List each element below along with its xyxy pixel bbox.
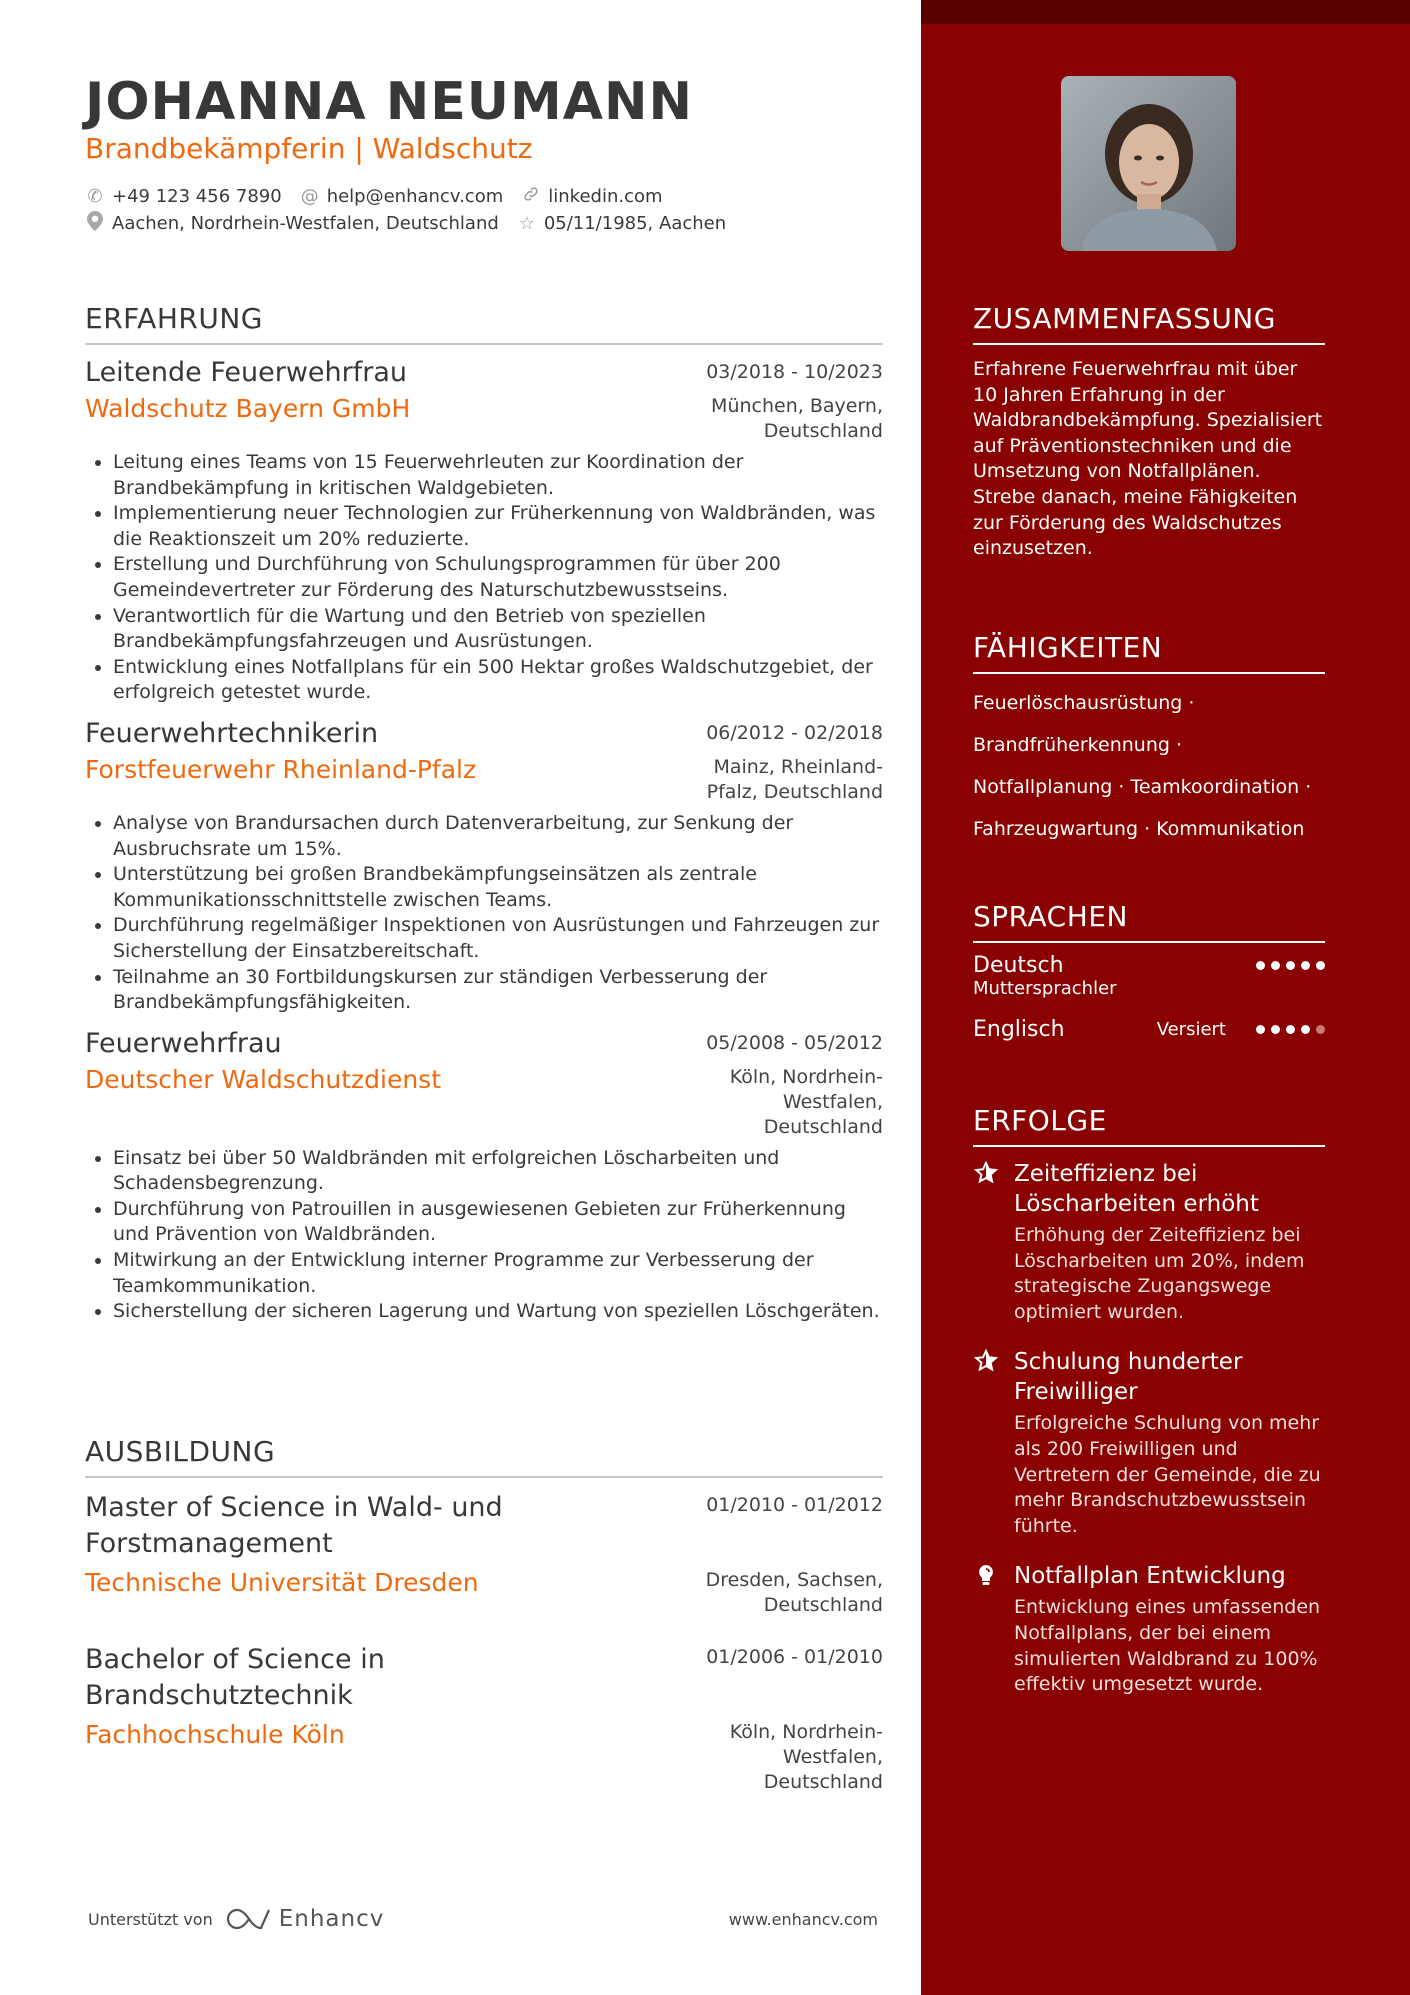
star-icon — [973, 1161, 999, 1187]
skill-row: Notfallplanung · Teamkoordination · — [973, 776, 1312, 798]
language-item — [973, 1017, 1325, 1042]
language-level: Muttersprachler — [973, 978, 1117, 999]
summary-heading: ZUSAMMENFASSUNG — [973, 302, 1325, 345]
achievements-list — [973, 1159, 1325, 1698]
edu-location-line: Dresden, Sachsen, — [705, 1569, 883, 1591]
bullet: • Implementierung neuer Technologien zur Früherkennung von Waldbränden, was die Reaktionszeit um 20% reduzierte. — [113, 501, 883, 552]
languages-section — [973, 900, 1325, 1042]
job-location-line: München, Bayern, — [711, 395, 883, 417]
education-heading: AUSBILDUNG — [85, 1435, 883, 1478]
achievement-desc: Erfolgreiche Schulung von mehr als 200 Freiwilligen und Vertretern der Gemeinde, die zu mehr Brandschutzbewusstsein führte. — [1014, 1412, 1321, 1537]
bullet: • Durchführung von Patrouillen in ausgewiesenen Gebieten zur Früherkennung und Prävention von Waldbränden. — [113, 1197, 883, 1248]
footer — [88, 1906, 878, 1932]
summary-section — [973, 302, 1325, 562]
job-location — [711, 394, 883, 444]
powered-by-text: Unterstützt von — [88, 1909, 213, 1929]
job-location — [707, 755, 883, 805]
job-3 — [85, 1028, 883, 1325]
footer-url[interactable]: www.enhancv.com — [728, 1909, 878, 1929]
rating-dot — [1286, 961, 1295, 970]
powered-by — [88, 1906, 384, 1932]
job-bullets — [85, 1146, 883, 1325]
birth-text: 05/11/1985, Aachen — [543, 213, 727, 234]
phone-text: +49 123 456 7890 — [112, 186, 282, 207]
job-location-line: Pfalz, Deutschland — [706, 780, 883, 803]
school: Fachhochschule Köln — [85, 1720, 345, 1749]
achievement-item — [973, 1347, 1325, 1539]
bullet: • Durchführung regelmäßiger Inspektionen von Ausrüstungen und Fahrzeugen zur Sicherstellung der Einsatzbereitschaft. — [113, 913, 883, 964]
job-2 — [85, 718, 883, 1016]
summary-text: Erfahrene Feuerwehrfrau mit über 10 Jahren Erfahrung in der Waldbrandbekämpfung. Spezialisiert auf Präventionstechniken und die Umsetzung von Notfallplänen. Strebe danach, meine Fähigkeiten zur Förderung des Waldschutzes einzusetzen. — [973, 358, 1323, 560]
candidate-title: Brandbekämpferin | Waldschutz — [85, 132, 533, 165]
phone-icon: ✆ — [87, 186, 103, 207]
enhancv-logo[interactable] — [225, 1906, 385, 1932]
enhancv-logo-text: Enhancv — [278, 1906, 385, 1932]
edu-date: 01/2010 - 01/2012 — [706, 1494, 883, 1516]
skills-heading: FÄHIGKEITEN — [973, 631, 1325, 674]
job-date: 06/2012 - 02/2018 — [706, 721, 883, 744]
school: Technische Universität Dresden — [85, 1568, 479, 1597]
contact-info — [85, 183, 905, 237]
job-company: Forstfeuerwehr Rheinland-Pfalz — [85, 754, 477, 784]
experience-section — [85, 302, 883, 1325]
achievement-title: Notfallplan Entwicklung — [1014, 1563, 1286, 1590]
job-location-line: Köln, Nordrhein- — [729, 1065, 883, 1088]
languages-heading: SPRACHEN — [973, 900, 1325, 943]
skill-row: Feuerlöschausrüstung · — [973, 692, 1195, 714]
contact-phone[interactable] — [85, 186, 282, 207]
achievement-item — [973, 1561, 1325, 1697]
education-item-2 — [85, 1642, 883, 1795]
bullet: • Leitung eines Teams von 15 Feuerwehrleuten zur Koordination der Brandbekämpfung in kritischen Waldgebieten. — [113, 450, 883, 501]
language-name: Deutsch — [973, 953, 1064, 978]
profile-photo — [1061, 76, 1236, 251]
job-date: 03/2018 - 10/2023 — [706, 361, 883, 383]
bullet: • Sicherstellung der sicheren Lagerung und Wartung von speziellen Löschgeräten. — [113, 1299, 883, 1325]
job-location-line: Mainz, Rheinland- — [713, 755, 883, 778]
job-bullets — [85, 450, 883, 706]
job-location-line: Westfalen, — [782, 1090, 883, 1113]
job-location-line: Deutschland — [763, 420, 883, 442]
bullet: • Unterstützung bei großen Brandbekämpfungseinsätzen als zentrale Kommunikationsschnittstelle zwischen Teams. — [113, 862, 883, 913]
link-icon — [521, 185, 541, 208]
skill-row: Brandfrüherkennung · — [973, 734, 1182, 756]
language-rating — [1250, 953, 1325, 970]
job-company: Waldschutz Bayern GmbH — [85, 394, 411, 423]
language-level: Versiert — [1156, 1019, 1226, 1040]
job-1 — [85, 357, 883, 706]
degree: Bachelor of Science in Brandschutztechnik — [85, 1644, 385, 1711]
enhancv-logo-icon — [225, 1907, 273, 1931]
skills-section — [973, 631, 1325, 850]
degree: Master of Science in Wald- und Forstmanagement — [85, 1492, 503, 1559]
bullet: • Analyse von Brandursachen durch Datenverarbeitung, zur Senkung der Ausbruchsrate um 15%. — [113, 811, 883, 862]
bullet: • Teilnahme an 30 Fortbildungskursen zur ständigen Verbesserung der Brandbekämpfungsfähigkeiten. — [113, 965, 883, 1016]
experience-heading: ERFAHRUNG — [85, 302, 883, 345]
sidebar — [921, 0, 1410, 1995]
location-pin-icon — [85, 211, 105, 236]
education-section — [85, 1435, 883, 1795]
achievement-desc: Erhöhung der Zeiteffizienz bei Löscharbeiten um 20%, indem strategische Zugangswege optimiert wurden. — [1014, 1224, 1305, 1323]
rating-dot — [1316, 1025, 1325, 1034]
skill-row: Fahrzeugwartung · Kommunikation — [973, 818, 1305, 840]
rating-dot — [1301, 961, 1310, 970]
achievement-title: Zeiteffizienz bei Löscharbeiten erhöht — [1014, 1161, 1259, 1217]
lightbulb-icon — [973, 1563, 999, 1589]
language-rating — [1250, 1025, 1325, 1034]
contact-email[interactable] — [300, 186, 504, 207]
contact-location — [85, 211, 499, 236]
rating-dot — [1301, 1025, 1310, 1034]
edu-location-line: Westfalen, — [782, 1746, 883, 1768]
star-icon — [973, 1349, 999, 1375]
job-role: Leitende Feuerwehrfrau — [85, 357, 407, 388]
job-role: Feuerwehrfrau — [85, 1027, 282, 1059]
at-icon: @ — [300, 186, 319, 207]
language-list — [973, 953, 1325, 1042]
rating-dot — [1271, 961, 1280, 970]
bullet: • Verantwortlich für die Wartung und den Betrieb von speziellen Brandbekämpfungsfahrzeugen und Ausrüstungen. — [113, 604, 883, 655]
skills-list — [973, 682, 1325, 850]
sidebar-top-band — [921, 0, 1410, 24]
contact-birth — [517, 213, 726, 234]
edu-location — [730, 1720, 883, 1795]
edu-location-line: Köln, Nordrhein- — [729, 1721, 883, 1743]
edu-location-line: Deutschland — [763, 1594, 883, 1616]
edu-date: 01/2006 - 01/2010 — [706, 1646, 883, 1668]
contact-linkedin[interactable] — [521, 185, 662, 208]
language-name: Englisch — [973, 1017, 1065, 1042]
bullet: • Erstellung und Durchführung von Schulungsprogrammen für über 200 Gemeindevertreter zur Förderung des Naturschutzbewusstseins. — [113, 552, 883, 603]
job-bullets — [85, 811, 883, 1016]
rating-dot — [1316, 961, 1325, 970]
achievement-title: Schulung hunderter Freiwilliger — [1014, 1349, 1243, 1406]
language-item — [973, 953, 1325, 999]
rating-dot — [1271, 1025, 1280, 1034]
achievement-desc: Entwicklung eines umfassenden Notfallplans, der bei einem simulierten Waldbrand zu 100% effektiv umgesetzt wurde. — [1014, 1596, 1321, 1696]
achievement-item — [973, 1159, 1325, 1325]
star-outline-icon: ☆ — [518, 213, 535, 234]
rating-dot — [1256, 1025, 1265, 1034]
email-text: help@enhancv.com — [326, 186, 504, 207]
bullet: • Entwicklung eines Notfallplans für ein 500 Hektar großes Waldschutzgebiet, der erfolgreich getestet wurde. — [113, 655, 883, 706]
rating-dot — [1286, 1025, 1295, 1034]
achievements-heading: ERFOLGE — [973, 1104, 1325, 1147]
job-company: Deutscher Waldschutzdienst — [85, 1064, 442, 1094]
bullet: • Einsatz bei über 50 Waldbränden mit erfolgreichen Löscharbeiten und Schadensbegrenzung. — [113, 1146, 883, 1197]
job-location — [730, 1065, 883, 1140]
job-date: 05/2008 - 05/2012 — [706, 1031, 883, 1054]
achievements-section — [973, 1104, 1325, 1720]
education-item-1 — [85, 1490, 883, 1618]
job-location-line: Deutschland — [763, 1115, 883, 1138]
job-role: Feuerwehrtechnikerin — [85, 717, 379, 749]
rating-dot — [1256, 961, 1265, 970]
candidate-name: JOHANNA NEUMANN — [85, 72, 693, 132]
edu-location — [706, 1568, 883, 1618]
location-text: Aachen, Nordrhein-Westfalen, Deutschland — [112, 213, 499, 234]
linkedin-text: linkedin.com — [548, 186, 663, 207]
bullet: • Mitwirkung an der Entwicklung interner Programme zur Verbesserung der Teamkommunikation. — [113, 1248, 883, 1299]
edu-location-line: Deutschland — [763, 1771, 883, 1793]
